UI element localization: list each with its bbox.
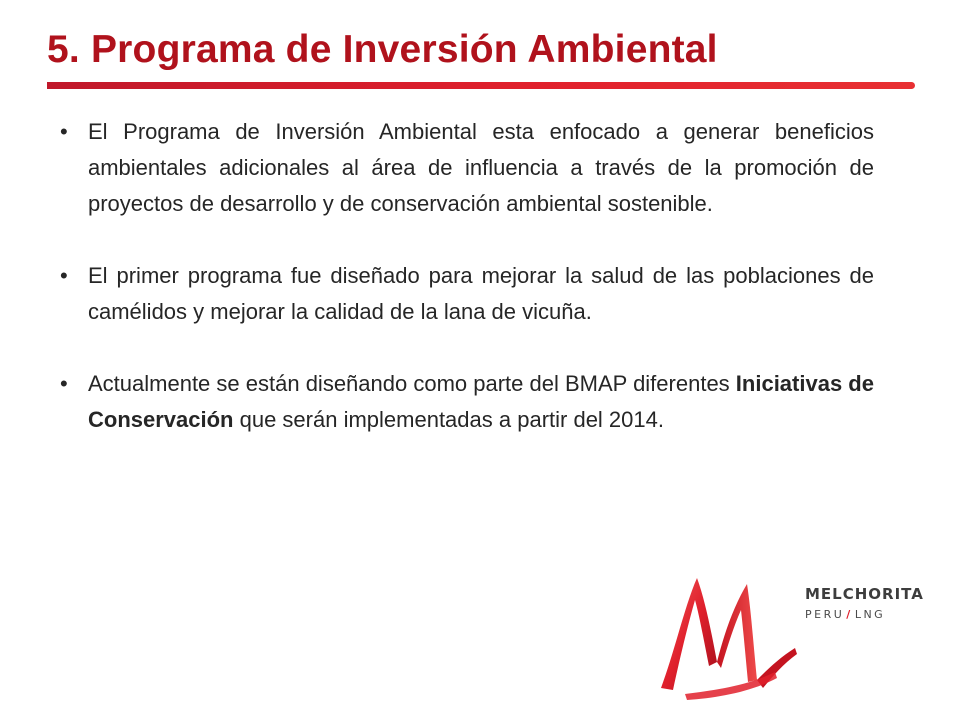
bullet-item-3: [60, 366, 874, 438]
bullet-dot-icon: •: [60, 263, 68, 288]
logo-wordmark: MELCHORITA: [805, 585, 924, 603]
bullet-dot-icon: •: [60, 371, 68, 396]
bullet-item-2: [60, 258, 874, 330]
bullet-item-1: [60, 114, 874, 222]
bullet-text-3-end: que serán implementadas a partir del 2014.: [233, 407, 664, 432]
bullet-dot-icon: •: [60, 119, 68, 144]
logo-subtitle-right: LNG: [854, 608, 886, 621]
logo-subtitle-left: PERU: [805, 608, 845, 621]
logo-subtitle: [805, 608, 885, 621]
bullet-text-3-start: Actualmente se están diseñando como parte del BMAP diferentes: [88, 371, 736, 396]
company-logo: [655, 570, 930, 700]
title-underline: [47, 82, 915, 89]
bullet-text-2: El primer programa fue diseñado para mejorar la salud de las poblaciones de camélidos y mejorar la calidad de la lana de vicuña.: [88, 263, 874, 324]
slide-title: 5. Programa de Inversión Ambiental: [47, 28, 718, 71]
ribbon-m-icon: [655, 570, 800, 700]
bullet-text-1: El Programa de Inversión Ambiental esta enfocado a generar beneficios ambientales adicionales al área de influencia a través de la promoción de proyectos de desarrollo y de conservación ambiental sostenible.: [88, 119, 874, 216]
bullet-list: [60, 114, 874, 474]
flame-slash-icon: /: [846, 608, 853, 621]
bullet-text-3-bold: Iniciativas de Conservación: [88, 371, 874, 432]
